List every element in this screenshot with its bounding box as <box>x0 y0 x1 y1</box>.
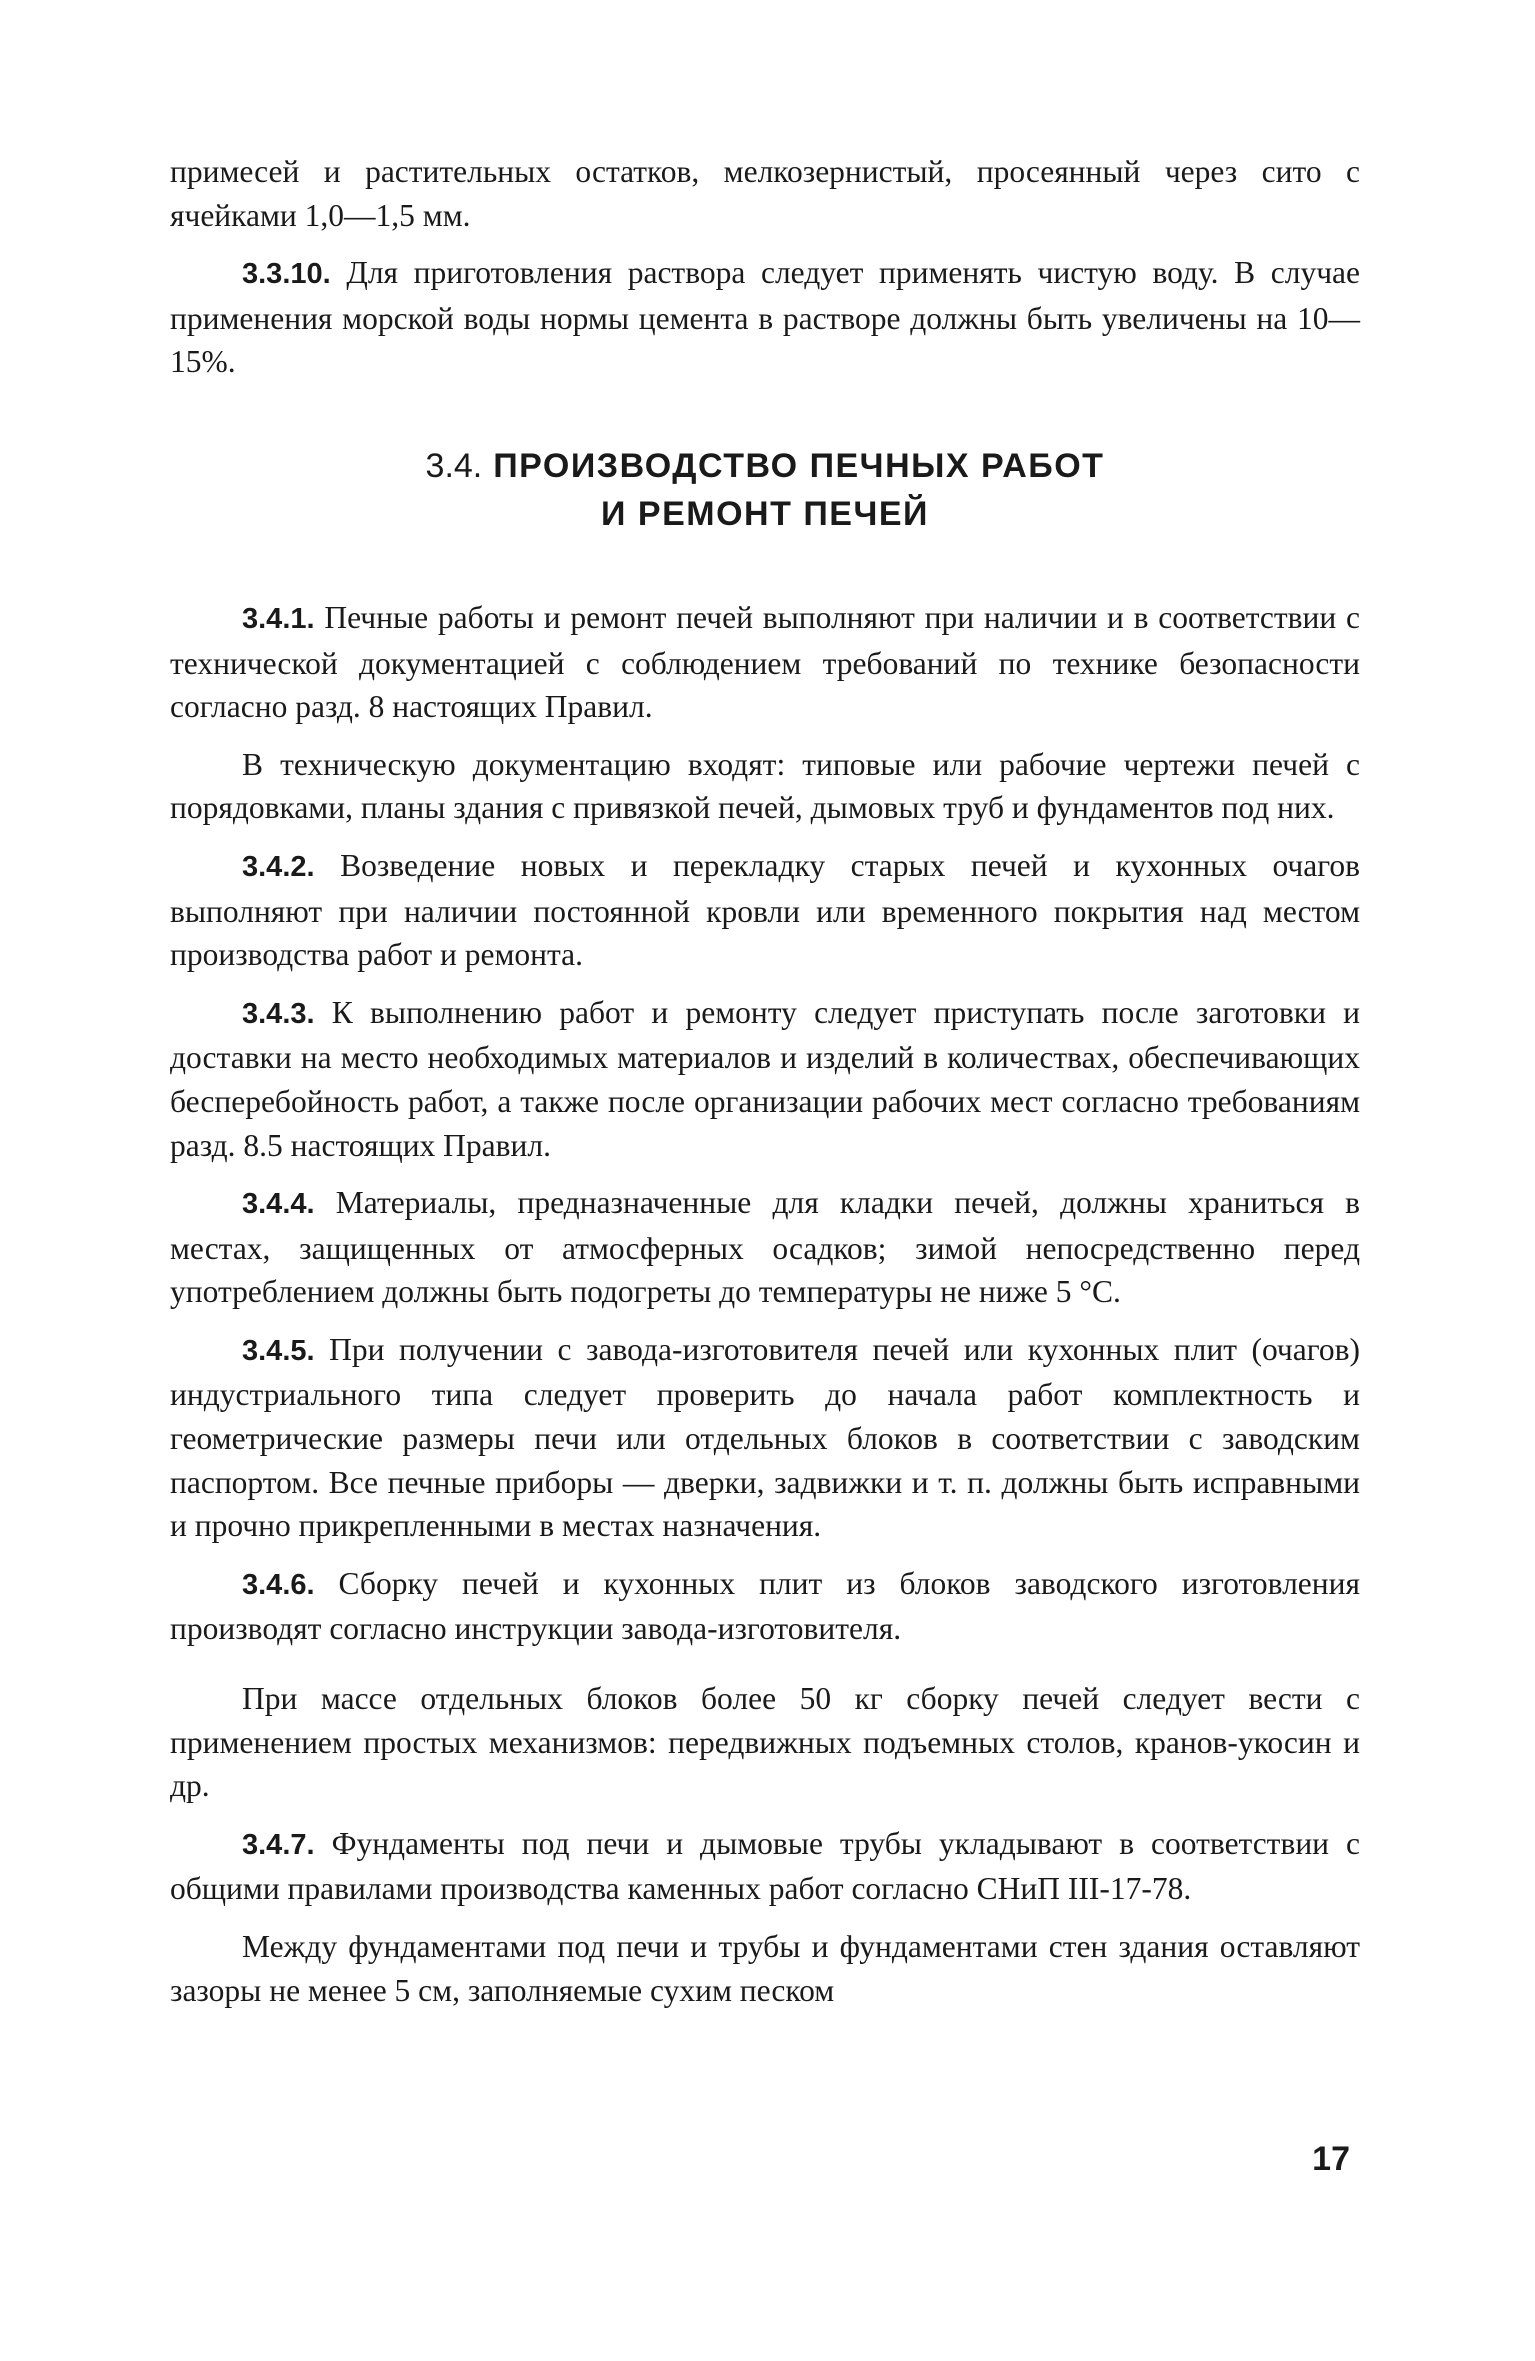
page-number: 17 <box>1312 2140 1350 2178</box>
paragraph-continuation: примесей и растительных остатков, мелкозернистый, просеянный через сито с ячейками 1,0—1,5 мм. <box>170 154 1360 233</box>
section-title-line-1: ПРОИЗВОДСТВО ПЕЧНЫХ РАБОТ <box>493 446 1105 485</box>
clause-number: 3.4.1. <box>242 602 315 635</box>
clause-number: 3.4.7. <box>242 1828 315 1861</box>
paragraph-3-4-5: 3.4.5. При получении с завода-изготовителя печей или кухонных плит (очагов) индустриального типа следует проверить до начала работ комплектность и геометрические размеры печи или отдельных блоков в соответствии с заводским паспортом. Все печные приборы — дверки, задвижки и т. п. должны быть исправными и прочно прикрепленными в местах назначения. <box>170 1331 1361 1544</box>
paragraph-block-mass: При массе отдельных блоков более 50 кг сборку печей следует вести с применением простых механизмов: передвижных подъемных столов, кранов-укосин и др. <box>170 1681 1360 1804</box>
paragraph-foundation-gaps: Между фундаментами под печи и трубы и фундаментами стен здания оставляют зазоры не менее 5 см, заполняемые сухим песком <box>170 1929 1360 2008</box>
clause-number: 3.3.10. <box>242 258 331 291</box>
paragraph-tech-docs: В техническую документацию входят: типовые или рабочие чертежи печей с порядовками, планы здания с привязкой печей, дымовых труб и фундаментов под них. <box>170 746 1360 826</box>
clause-number: 3.4.5. <box>242 1334 315 1367</box>
clause-number: 3.4.4. <box>242 1188 315 1221</box>
clause-number: 3.4.6. <box>242 1568 315 1601</box>
paragraph-3-4-1: 3.4.1. Печные работы и ремонт печей выполняют при наличии и в соответствии с технической документацией с соблюдением требований по технике безопасности согласно разд. 8 настоящих Правил. <box>170 599 1361 725</box>
section-heading <box>170 442 1360 538</box>
paragraph-3-4-7: 3.4.7. Фундаменты под печи и дымовые трубы укладывают в соответствии с общими правилами производства каменных работ согласно СНиП III-17-78. <box>170 1825 1361 1907</box>
clause-number: 3.4.2. <box>242 850 315 883</box>
section-title-line-2: И РЕМОНТ ПЕЧЕЙ <box>601 494 929 533</box>
paragraph-3-3-10: 3.3.10. Для приготовления раствора следует применять чистую воду. В случае применения морской воды нормы цемента в растворе должны быть увеличены на 10—15%. <box>170 255 1361 380</box>
paragraph-3-4-6: 3.4.6. Сборку печей и кухонных плит из блоков заводского изготовления производят согласно инструкции завода-изготовителя. <box>170 1565 1360 1647</box>
document-page <box>170 150 1360 2012</box>
clause-number: 3.4.3. <box>242 997 315 1030</box>
paragraph-3-4-2: 3.4.2. Возведение новых и перекладку старых печей и кухонных очагов выполняют при наличии постоянной кровли или временного покрытия над местом производства работ и ремонта. <box>170 847 1361 973</box>
section-number: 3.4. <box>425 446 483 485</box>
paragraph-3-4-4: 3.4.4. Материалы, предназначенные для кладки печей, должны храниться в местах, защищенных от атмосферных осадков; зимой непосредственно перед употреблением должны быть подогреты до температуры не ниже 5 °С. <box>170 1185 1360 1310</box>
paragraph-3-4-3: 3.4.3. К выполнению работ и ремонту следует приступать после заготовки и доставки на место необходимых материалов и изделий в количествах, обеспечивающих бесперебойность работ, а также после организации рабочих мест согласно требованиям разд. 8.5 настоящих Правил. <box>170 994 1361 1163</box>
